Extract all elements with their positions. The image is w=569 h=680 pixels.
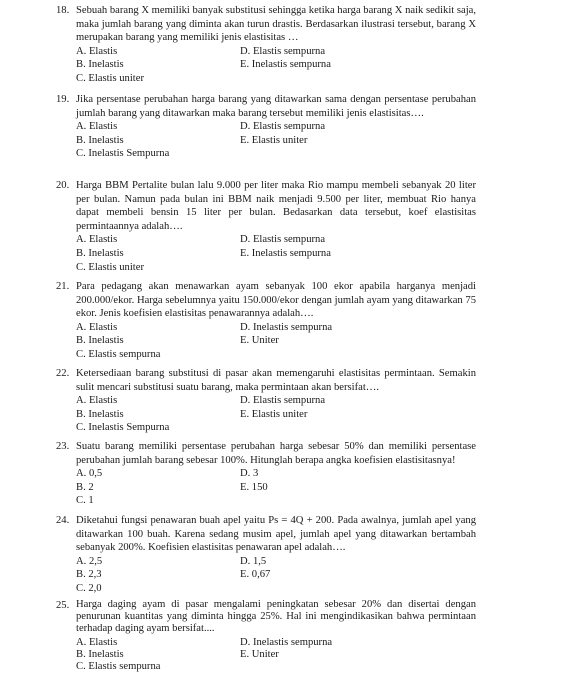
question-19 [56,93,476,161]
question-text: Harga daging ayam di pasar mengalami peningkatan sebesar 20% dan disertai dengan penurunan kuantitas yang diminta hingga 25%. Hal ini mengindikasikan bahwa permintaan terhadap daging ayam bersifat.... [76,599,476,635]
question-text: Ketersediaan barang substitusi di pasar akan memengaruhi elastisitas permintaan. Semakin sulit mencari substitusi suatu barang, maka permintaan akan bersifat…. [76,368,476,393]
option-c[interactable]: C. Inelastis Sempurna [76,422,170,434]
option-e[interactable]: E. Uniter [240,648,279,660]
answer-options [76,555,476,596]
option-d[interactable]: D. Elastis sempurna [240,395,326,407]
question-number: 18. [56,5,70,16]
question-25 [56,599,476,674]
question-text: Sebuah barang X memiliki banyak substitusi sehingga ketika harga barang X naik sedikit saja, maka jumlah barang yang diminta akan turun drastis. Berdasarkan ilustrasi tersebut, barang X merupakan barang yang memiliki jenis elastisitas … [76,5,476,44]
answer-options [76,45,476,86]
option-c[interactable]: C. 1 [76,495,94,507]
option-a[interactable]: A. 0,5 [76,468,103,480]
question-22 [56,367,476,435]
question-18 [56,4,476,86]
question-text: Suatu barang memiliki persentase perubahan harga sebesar 50% dan memiliki persentase perubahan jumlah barang sebesar 100%. Hitunglah berapa angka koefisien elastisitasnya! [76,441,476,466]
option-b[interactable]: B. 2,3 [76,569,102,581]
option-e[interactable]: E. Elastis uniter [240,134,308,146]
answer-options [76,636,476,674]
option-a[interactable]: A. Elastis [76,121,118,133]
question-number: 21. [56,281,70,292]
option-d[interactable]: D. 1,5 [240,555,267,567]
option-c[interactable]: C. Elastis uniter [76,261,144,273]
option-a[interactable]: A. Elastis [76,45,118,57]
option-b[interactable]: B. Inelastis [76,134,124,146]
option-e[interactable]: E. Uniter [240,335,279,347]
option-b[interactable]: B. Inelastis [76,335,124,347]
option-b[interactable]: B. Inelastis [76,408,124,420]
option-d[interactable]: D. Elastis sempurna [240,234,326,246]
option-d[interactable]: D. 3 [240,468,259,480]
answer-options [76,120,476,161]
option-e[interactable]: E. Elastis uniter [240,408,308,420]
option-a[interactable]: A. Elastis [76,636,118,648]
question-text: Diketahui fungsi penawaran buah apel yaitu Ps = 4Q + 200. Pada awalnya, jumlah apel yang ditawarkan 100 buah. Karena sedang musim apel, jumlah apel yang ditawarkan bertambah sebanyak 200%. Koefisien elastisitas penawaran apel adalah…. [76,515,476,554]
question-number: 19. [56,94,70,105]
option-b[interactable]: B. Inelastis [76,59,124,71]
option-e[interactable]: E. Inelastis sempurna [240,59,331,71]
question-text: Para pedagang akan menawarkan ayam sebanyak 100 ekor apabila harganya menjadi 200.000/ekor. Harga sebelumnya yaitu 150.000/ekor dengan jumlah ayam yang ditawarkan 75 ekor. Jenis koefisien elastisitas penawarannya adalah…. [76,281,476,320]
question-21 [56,280,476,362]
option-a[interactable]: A. Elastis [76,234,118,246]
question-number: 24. [56,515,70,526]
option-a[interactable]: A. Elastis [76,395,118,407]
question-20 [56,179,476,274]
question-text: Harga BBM Pertalite bulan lalu 9.000 per liter maka Rio mampu membeli sebanyak 20 liter per bulan. Namun pada bulan ini BBM naik menjadi 9.500 per liter, membuat Rio hanya dapat membeli bensin 15 liter per bulan. Bedasarkan data tersebut, koef elastisitas permintaannya adalah…. [76,180,476,232]
option-c[interactable]: C. Elastis sempurna [76,348,161,360]
answer-options [76,394,476,435]
option-a[interactable]: A. 2,5 [76,555,103,567]
option-e[interactable]: E. 0,67 [240,569,271,581]
question-number: 23. [56,441,70,452]
answer-options [76,233,476,274]
question-number: 22. [56,368,70,379]
option-c[interactable]: C. Elastis uniter [76,72,144,84]
question-number: 25. [56,600,70,611]
option-b[interactable]: B. Inelastis [76,648,124,660]
option-d[interactable]: D. Inelastis sempurna [240,636,333,648]
option-c[interactable]: C. Elastis sempurna [76,661,161,673]
answer-options [76,321,476,362]
option-e[interactable]: E. 150 [240,481,268,493]
question-text: Jika persentase perubahan harga barang yang ditawarkan sama dengan persentase perubahan jumlah barang yang ditawarkan maka barang tersebut memiliki jenis elastisitas…. [76,94,476,119]
option-b[interactable]: B. 2 [76,481,94,493]
option-e[interactable]: E. Inelastis sempurna [240,247,331,259]
option-c[interactable]: C. 2,0 [76,582,102,594]
option-a[interactable]: A. Elastis [76,321,118,333]
option-d[interactable]: D. Elastis sempurna [240,45,326,57]
question-number: 20. [56,180,70,191]
option-b[interactable]: B. Inelastis [76,247,124,259]
answer-options [76,467,476,508]
option-c[interactable]: C. Inelastis Sempurna [76,148,170,160]
question-24 [56,514,476,596]
option-d[interactable]: D. Elastis sempurna [240,121,326,133]
question-23 [56,440,476,508]
option-d[interactable]: D. Inelastis sempurna [240,321,333,333]
